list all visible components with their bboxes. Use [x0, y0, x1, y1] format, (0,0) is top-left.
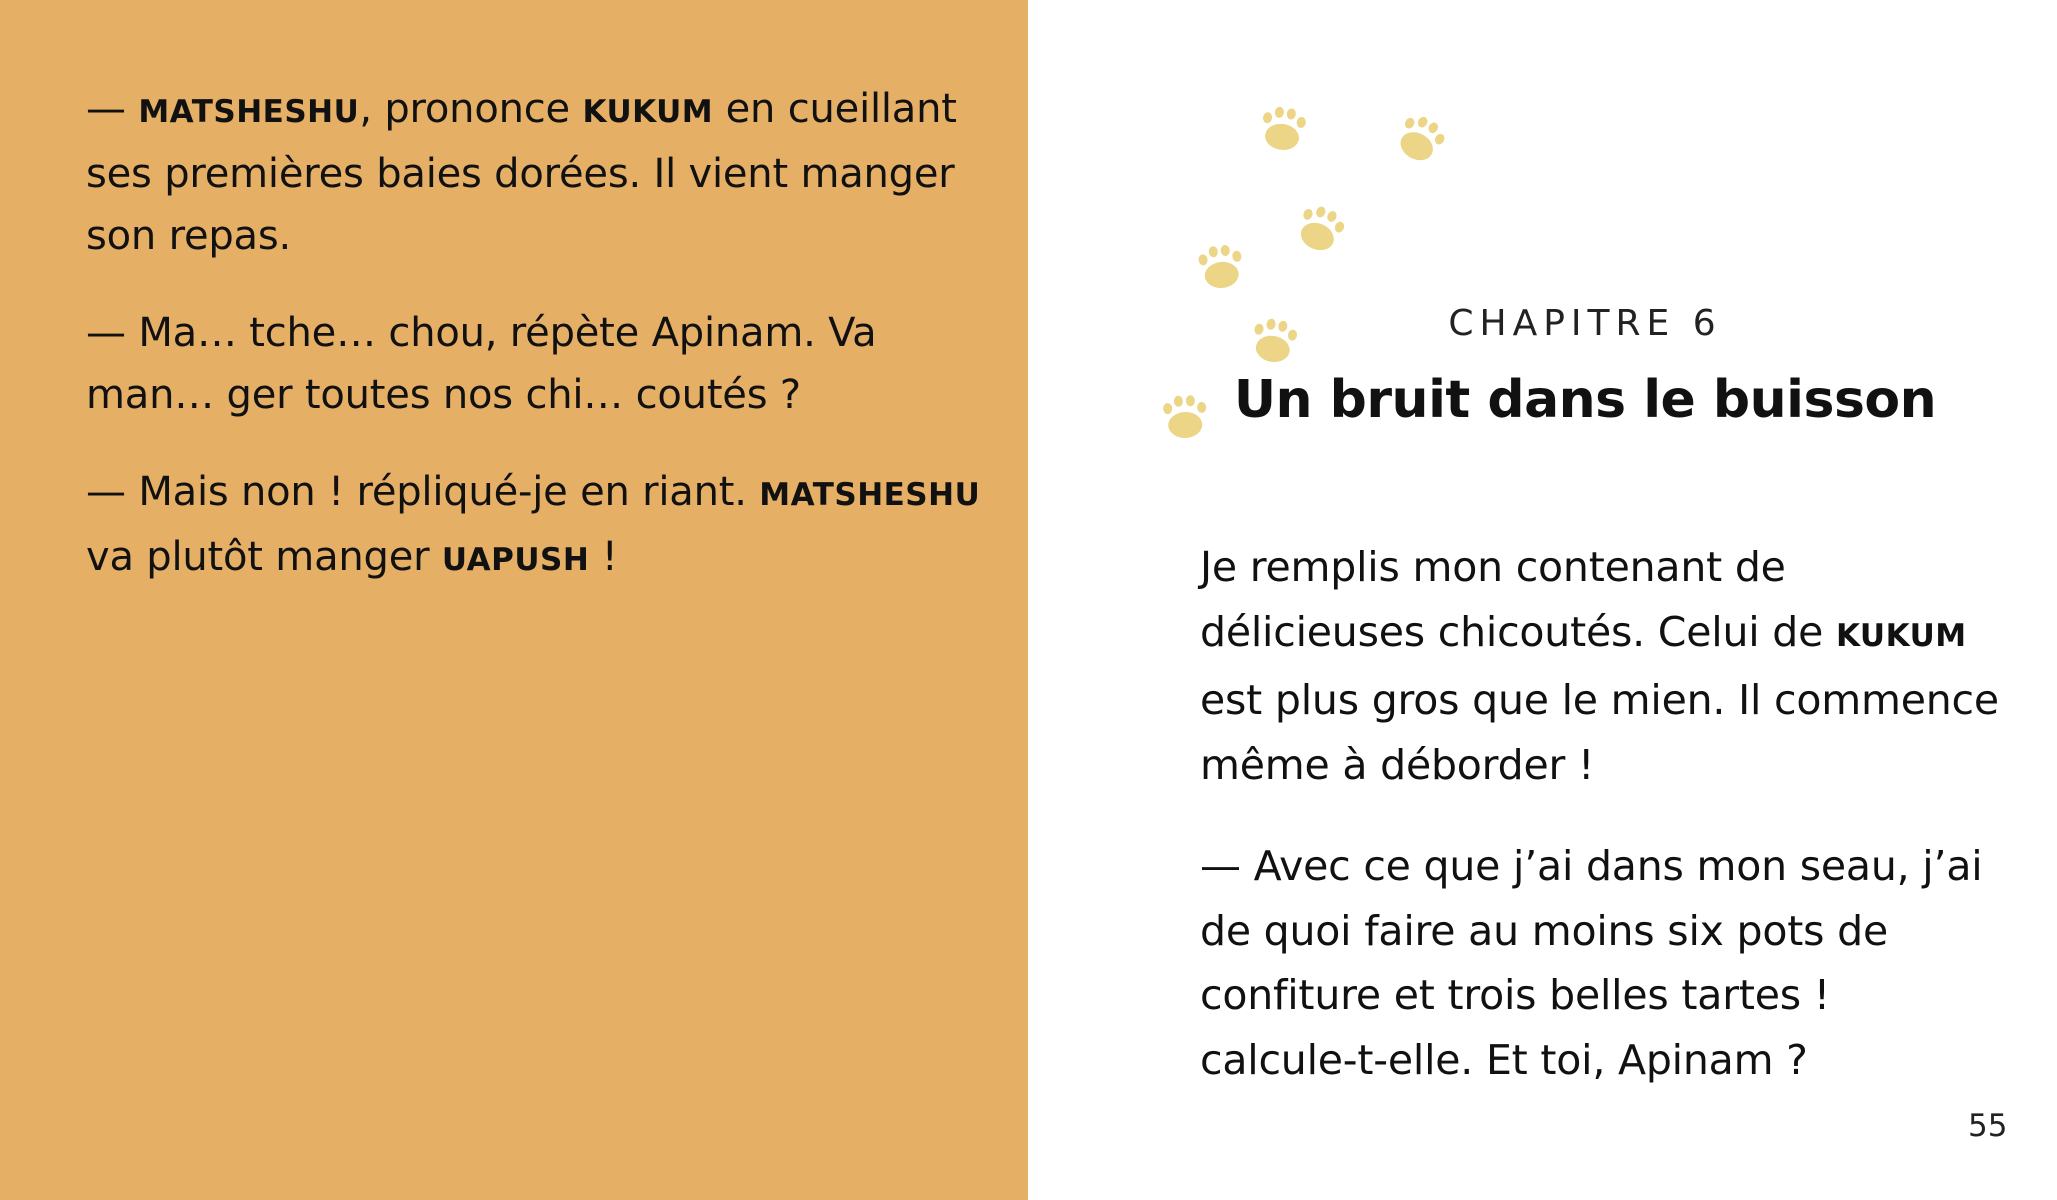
- paragraph-text: — Mais non ! répliqué-je en riant.: [86, 469, 760, 515]
- character-name: KUKUM: [582, 94, 714, 130]
- paragraph: [86, 302, 986, 426]
- paragraph: [86, 78, 986, 267]
- character-name: UAPUSH: [441, 542, 590, 578]
- paragraph: [1200, 834, 2000, 1092]
- paragraph-text: !: [589, 534, 618, 580]
- character-name: MATSHESHU: [138, 94, 360, 130]
- chapter-title: Un bruit dans le buisson: [1233, 370, 1937, 430]
- paragraph-text: —: [86, 86, 139, 132]
- character-name: KUKUM: [1835, 617, 1967, 654]
- left-page: [0, 0, 1028, 1200]
- paragraph-text: est plus gros que le mien. Il commence même à déborder !: [1200, 676, 1999, 789]
- right-page-text: [1200, 535, 2000, 1129]
- paragraph-text: , prononce: [359, 86, 583, 132]
- paw-print-icon: [1190, 237, 1252, 299]
- paragraph-text: — Avec ce que j’ai dans mon seau, j’ai de quoi faire au moins six pots de confiture et trois belles tartes ! calcule-t-elle. Et toi, Apinam ?: [1200, 842, 1983, 1084]
- paragraph: [86, 461, 986, 591]
- paragraph-text: va plutôt manger: [86, 534, 442, 580]
- chapter-label: CHAPITRE 6: [1448, 303, 1722, 344]
- character-name: MATSHESHU: [759, 477, 981, 513]
- paragraph-text: en cueillant ses premières baies dorées. Il vient manger son repas.: [86, 86, 957, 259]
- paragraph-text: — Ma… tche… chou, répète Apinam. Va man… ger toutes nos chi… coutés ?: [86, 310, 877, 418]
- left-page-text: [86, 78, 986, 626]
- page-number: 55: [1968, 1108, 2008, 1144]
- paragraph: [1200, 535, 2000, 797]
- paragraph-text: Je remplis mon contenant de délicieuses chicoutés. Celui de: [1200, 543, 1836, 656]
- paw-print-icon: [1251, 98, 1314, 161]
